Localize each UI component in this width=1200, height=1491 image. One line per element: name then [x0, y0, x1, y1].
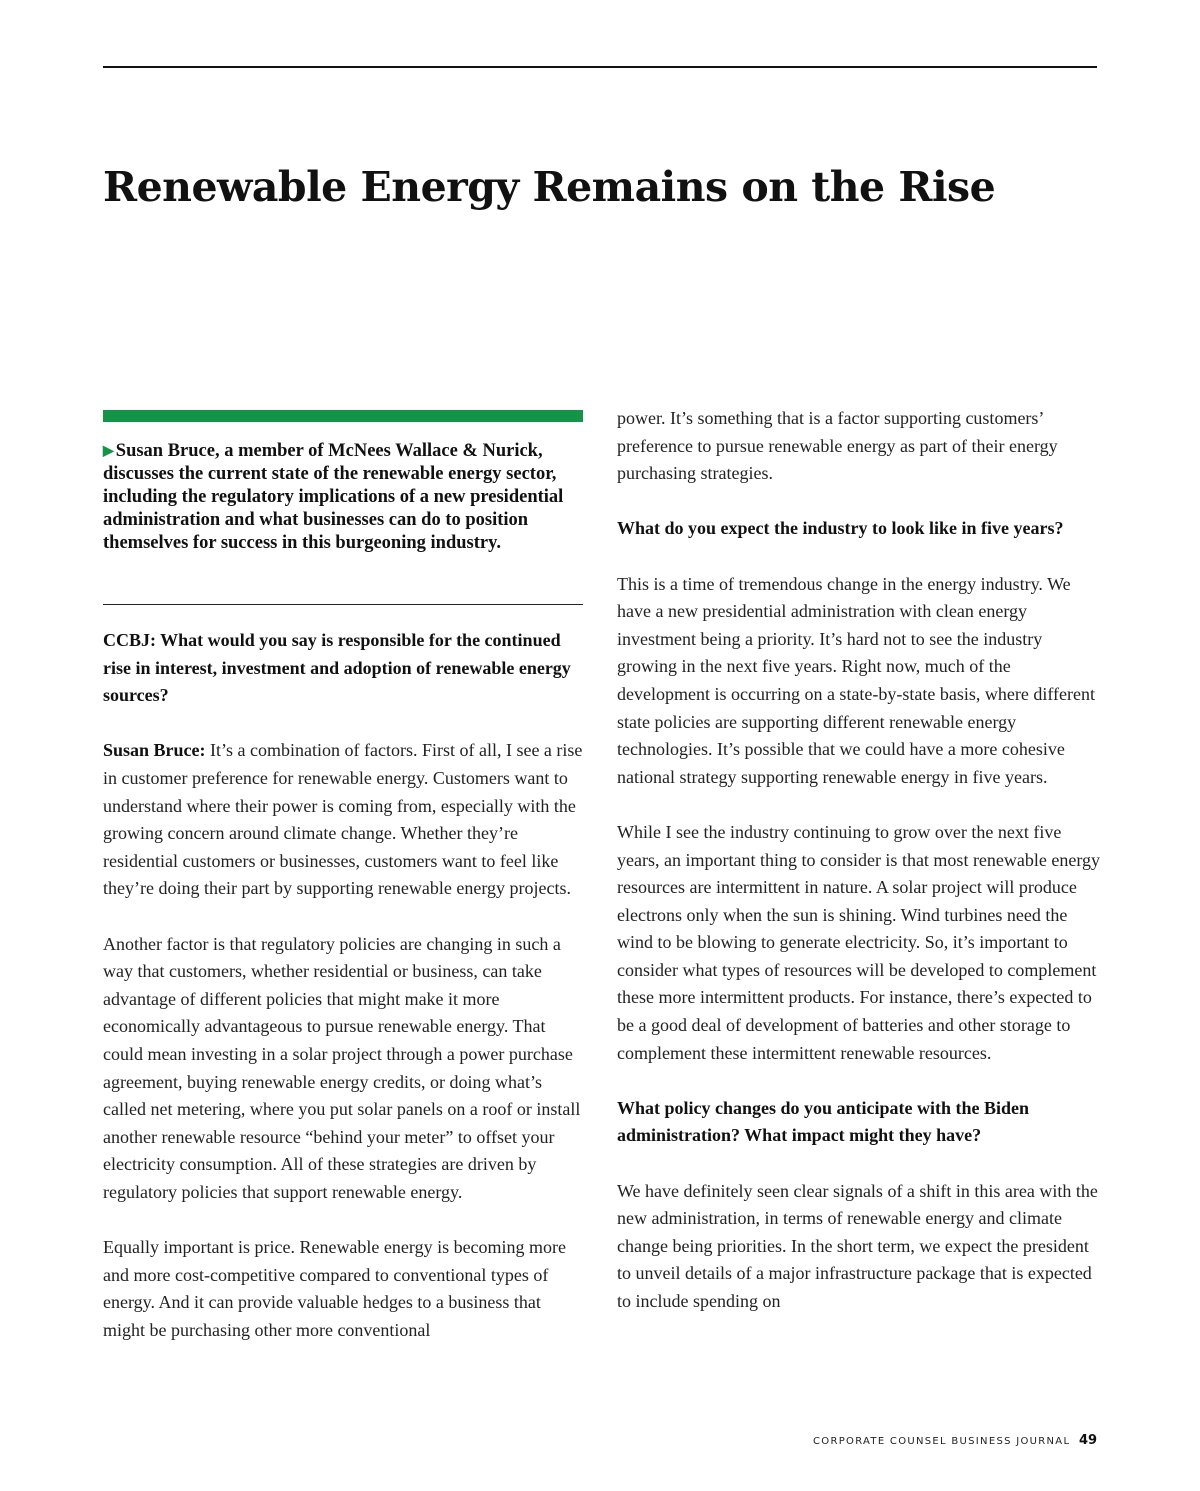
answer-1-paragraph-3: Equally important is price. Renewable energy is becoming more and more cost-competitive compared to conventional types of energy. And it can provide valuable hedges to a business that might be purchasing other more conventional [103, 1237, 567, 1340]
answer-1 [103, 737, 587, 903]
intro-divider [103, 604, 583, 605]
intro-text: Susan Bruce, a member of McNees Wallace & Nurick, discusses the current state of the renewable energy sector, including the regulatory implications of a new presidential administration and what businesses can do to position themselves for success in this burgeoning industry. [103, 441, 564, 553]
answer-2: This is a time of tremendous change in the energy industry. We have a new presidential administration with clean energy investment being a priority. It’s hard not to see the industry growing in the next five years. Right now, much of the development is occurring on a state-by-state basis, where different state policies are supporting different renewable energy technologies. It’s possible that we could have a more cohesive national strategy supporting renewable energy in five years. [617, 573, 1096, 787]
answer-1-continued: power. It’s something that is a factor supporting customers’ preference to pursue renewable energy as part of their energy purchasing strategies. [617, 408, 1058, 484]
question-2: What do you expect the industry to look like in five years? [617, 518, 1064, 539]
answer-3: We have definitely seen clear signals of a shift in this area with the new administration, in terms of renewable energy and climate change being priorities. In the short term, we expect the president to unveil details of a major infrastructure package that is expected to include spending on [617, 1180, 1098, 1311]
article-title: Renewable Energy Remains on the Rise [103, 163, 996, 211]
top-rule [103, 66, 1097, 68]
left-column [103, 627, 587, 1372]
question-3: What policy changes do you anticipate with the Biden administration? What impact might they have? [617, 1097, 1030, 1146]
article-intro [103, 440, 583, 555]
intro-accent-bar [103, 410, 583, 422]
play-arrow-icon: ▶ [103, 444, 114, 459]
speaker-label: Susan Bruce: [103, 740, 206, 761]
question-1: CCBJ: What would you say is responsible for the continued rise in interest, investment and adoption of renewable energy sources? [103, 630, 571, 706]
publication-name: CORPORATE COUNSEL BUSINESS JOURNAL [813, 1436, 1071, 1447]
answer-1-text: It’s a combination of factors. First of all, I see a rise in customer preference for renewable energy. Customers want to understand where their power is coming from, especially with the growing concern around climate change. Whether they’re residential customers or businesses, customers want to feel like they’re doing their part by supporting renewable energy projects. [103, 740, 583, 899]
page-number: 49 [1079, 1433, 1098, 1448]
right-column [617, 405, 1101, 1343]
answer-1-paragraph-2: Another factor is that regulatory policies are changing in such a way that customers, whether residential or business, can take advantage of different policies that might make it more economically advantageous to pursue renewable energy. That could mean investing in a solar project through a power purchase agreement, buying renewable energy credits, or doing what’s called net metering, where you put solar panels on a roof or install another renewable resource “behind your meter” to offset your electricity consumption. All of these strategies are driven by regulatory policies that support renewable energy. [103, 933, 581, 1202]
answer-2-paragraph-2: While I see the industry continuing to grow over the next five years, an important thing to consider is that most renewable energy resources are intermittent in nature. A solar project will produce electrons only when the sun is shining. Wind turbines need the wind to be blowing to generate electricity. So, it’s important to consider what types of resources will be developed to complement these more intermittent products. For instance, there’s expected to be a good deal of development of batteries and other storage to complement these intermittent renewable resources. [617, 821, 1101, 1063]
